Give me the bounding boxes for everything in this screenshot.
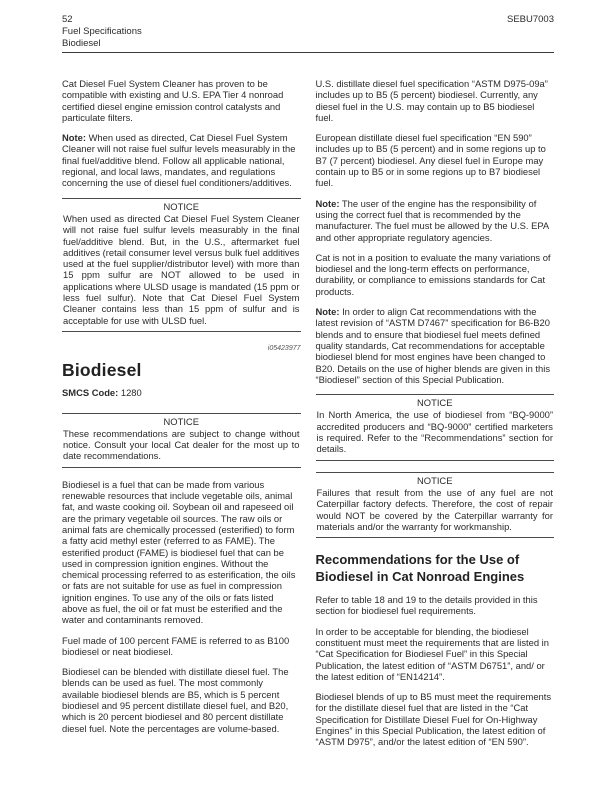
notice-title: NOTICE [417,474,453,486]
paragraph-blends: Biodiesel can be blended with distillate diesel fuel. The blends can be used as fuel. The most commonly available biodiesel blends are B5, which is 5 percent biodiesel and 95 percent distillate diesel fuel, and B20, which is 20 percent biodiesel and 80 percent distillate diesel fuel. Note the percentages are volume-based. [62,666,289,734]
notice-body: Failures that result from the use of any fuel are not Caterpillar factory defects. Therefore, the cost of repair would NOT be covered by the Caterpillar warranty for materials and/or the warranty for workmanship. [316,486,553,532]
note-label: Note: [315,306,340,318]
notice-title: NOTICE [163,415,199,427]
paragraph-eu-spec: European distillate diesel fuel specification “EN 590” includes up to B5 (5 percent) and in some regions up to B7 (7 percent) biodiesel. Any diesel fuel in Europe may contain up to B5 or in some regions up to B7 biodiesel fuel. [315,132,546,189]
notice-box-bq9000 [316,394,555,460]
paragraph-cleaner-compatibility: Cat Diesel Fuel System Cleaner has proven to be compatible with existing and U.S. EPA Tier 4 nonroad certified diesel engine emission control catalysts and particulate filters. [62,78,284,123]
smcs-code-line [62,387,301,398]
paragraph-blending-requirements: In order to be acceptable for blending, the biodiesel constituent must meet the requirements that are listed in “Cat Specification for Biodiesel Fuel” in this Special Publication, the latest edition of “ASTM D6751”, and/ or the latest edition of “EN14214”. [315,625,549,682]
smcs-value: 1280 [118,387,142,399]
notice-box-recommendations-change [62,413,301,468]
paragraph-b5-requirements: Biodiesel blends of up to B5 must meet the requirements for the distillate diesel fuel that are listed in the “Cat Specification for Distillate Diesel Fuel for On-Highway Engines” in this Special Publication, the latest edition of “ASTM D975”, and/or the latest edition of “EN 590”. [315,691,552,748]
note-label: Note: [315,197,340,209]
page-body [62,78,554,757]
notice-body: When used as directed Cat Diesel Fuel System Cleaner will not raise fuel sulfur levels measurably in the final fuel/additive blend. But, in the U.S., aftermarket fuel additives (retail consumer level versus bulk fuel additives used at the fuel supplier/distributor level) with more than 15 ppm sulfur are NOT allowed to be used in applications where ULSD usage is mandated (15 ppm or less fuel sulfur). Note that Cat Diesel Fuel System Cleaner contains less than 15 ppm of sulfur and is acceptable for use with ULSD fuel. [63,212,300,326]
note-text: The user of the engine has the responsibility of using the correct fuel that is recommended by the manufacturer. The fuel must be allowed by the U.S. EPA and other appropriate regulatory agencies. [315,197,549,243]
paragraph-refer-tables: Refer to table 18 and 19 to the details provided in this section for biodiesel fuel requirements. [315,594,538,617]
revision-ref-number: i05423977 [267,344,301,352]
notice-body: These recommendations are subject to change without notice. Consult your local Cat dealer for the most up to date recommendations. [63,427,300,462]
page-number: 52 [62,14,73,25]
smcs-label: SMCS Code: [62,387,119,399]
note-user-responsibility [316,198,555,243]
paragraph-b100: Fuel made of 100 percent FAME is referred to as B100 biodiesel or neat biodiesel. [62,634,290,657]
breadcrumb [62,26,554,49]
right-column [316,78,555,757]
left-column [62,78,301,757]
notice-body: In North America, the use of biodiesel from “BQ-9000” accredited producers and “BQ-9000” certified marketers is required. Refer to the “Recommendations” section for details. [316,409,553,455]
notice-title: NOTICE [417,397,453,409]
note-text: In order to align Cat recommendations with the latest revision of “ASTM D7467” specification for B6-B20 blends and to ensure that biodiesel fuel meets defined quality standards, Cat recommendations for acceptable biodiesel blend for most engines have been changed to B20. Details on the use of higher blends are given in this “Biodiesel” section of this Special Publication. [315,306,551,385]
paragraph-biodiesel-definition: Biodiesel is a fuel that can be made from various renewable resources that include vegetable oils, animal fat, and waste cooking oil. Soybean oil and rapeseed oil are the primary vegetable oil sources. The raw oils or animal fats are chemically processed (esterified) to form a fatty acid methyl ester (referred to as FAME). The esterified product (FAME) is biodiesel fuel that can be used in compression ignition engines. Without the chemical processing referred to as esterification, the oils or fats are not suitable for use as fuel in compression ignition engines. To use any of the oils or fats listed above as fuel, the oil or fat must be esterified and the water and contaminants removed. [62,478,296,626]
note-label: Note: [62,132,86,144]
breadcrumb-section: Fuel Specifications [62,26,142,37]
paragraph-us-spec: U.S. distillate diesel fuel specification “ASTM D975-09a” includes up to B5 (5 percent) biodiesel. Currently, any diesel fuel in the U.S. may contain up to B5 biodiesel fuel. [315,78,548,123]
page-header [62,14,554,53]
notice-box-sulfur [62,198,301,332]
paragraph-cat-position: Cat is not in a position to evaluate the many variations of biodiesel and the long-term effects on performance, durability, or compliance to emissions standards for Cat products. [315,251,551,297]
notice-title: NOTICE [163,200,199,212]
breadcrumb-subsection: Biodiesel [62,37,101,49]
note-text: When used as directed, Cat Diesel Fuel System Cleaner will not raise fuel sulfur levels measurably in the final fuel/additive blend. Follow all applicable national, regional, and local laws, mandates, and regulations concerning the use of diesel fuel conditioners/additives. [62,132,296,189]
subsection-title-recommendations: Recommendations for the Use of Biodiesel in Cat Nonroad Engines [315,552,525,584]
doc-code: SEBU7003 [506,14,554,25]
note-cleaner-sulfur [62,132,301,188]
notice-box-warranty [316,472,555,538]
note-align-recommendations [316,306,555,385]
section-title-biodiesel: Biodiesel [62,360,142,381]
